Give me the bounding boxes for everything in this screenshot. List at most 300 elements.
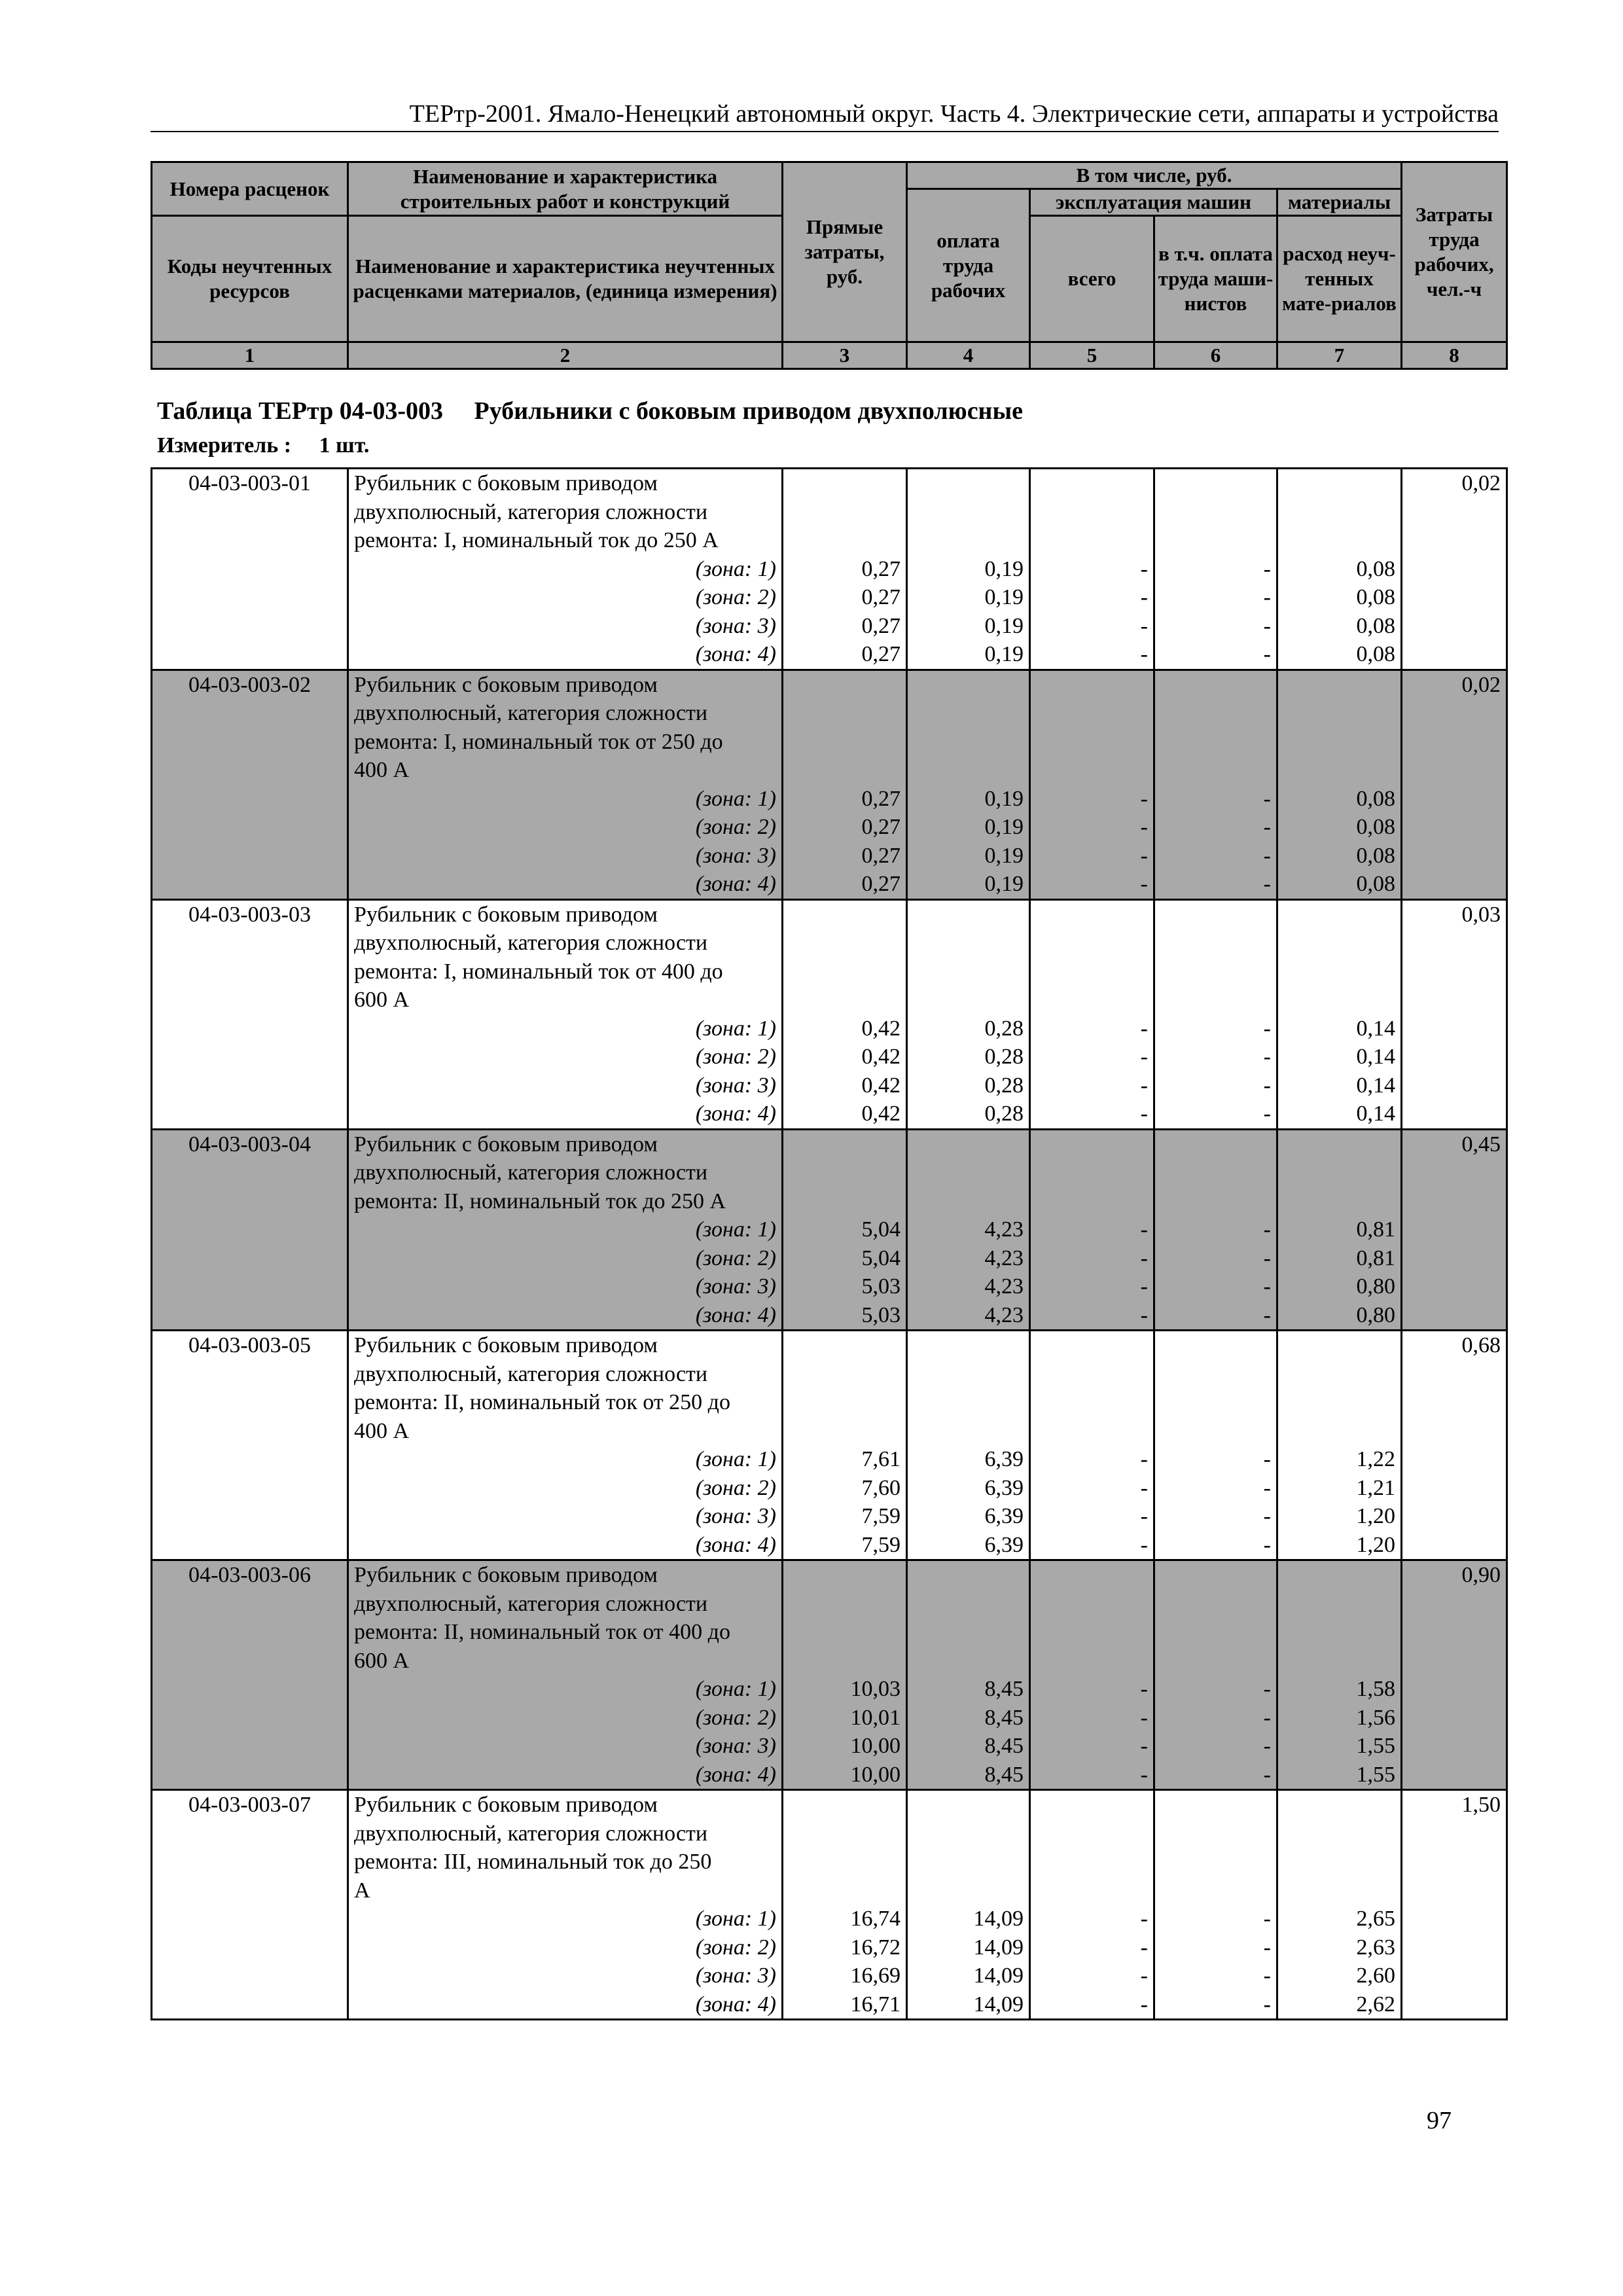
labor-hours: 1,50: [1402, 1790, 1507, 1820]
empty-cell: [1030, 1331, 1154, 1360]
machinist-pay: -: [1154, 1502, 1277, 1531]
table-row: [152, 498, 1507, 527]
machines-total: -: [1030, 813, 1154, 842]
empty-cell: [1402, 555, 1507, 584]
zone-label: (зона: 4): [348, 1761, 783, 1790]
empty-cell: [1402, 1732, 1507, 1761]
labor-hours: 0,45: [1402, 1129, 1507, 1158]
empty-cell: [1277, 1790, 1402, 1820]
empty-cell: [1154, 526, 1277, 555]
worker-pay: 6,39: [907, 1445, 1030, 1474]
direct-costs: 10,00: [783, 1761, 907, 1790]
empty-cell: [1030, 1618, 1154, 1647]
header-machines-total: всего: [1030, 216, 1154, 342]
empty-cell: [907, 1417, 1030, 1446]
zone-row: [152, 1502, 1507, 1531]
header-materials: материалы: [1277, 189, 1402, 216]
zone-label: (зона: 1): [348, 555, 783, 584]
zone-label: (зона: 4): [348, 1100, 783, 1129]
direct-costs: 0,27: [783, 870, 907, 899]
empty-cell: [1402, 1590, 1507, 1619]
worker-pay: 14,09: [907, 1933, 1030, 1962]
empty-cell: [152, 1761, 348, 1790]
zone-row: [152, 1531, 1507, 1560]
empty-cell: [152, 1704, 348, 1732]
column-number: 6: [1154, 342, 1277, 369]
materials-cost: 2,62: [1277, 1990, 1402, 2020]
machines-total: -: [1030, 1272, 1154, 1301]
description-line: ремонта: II, номинальный ток от 250 до: [348, 1388, 783, 1417]
zone-row: [152, 842, 1507, 870]
empty-cell: [152, 1531, 348, 1560]
empty-cell: [1154, 1417, 1277, 1446]
empty-cell: [1154, 498, 1277, 527]
machines-total: -: [1030, 1990, 1154, 2020]
empty-cell: [907, 1187, 1030, 1216]
empty-cell: [152, 526, 348, 555]
empty-cell: [783, 1331, 907, 1360]
empty-cell: [152, 1043, 348, 1071]
worker-pay: 0,19: [907, 612, 1030, 641]
direct-costs: 16,69: [783, 1962, 907, 1990]
zone-row: [152, 1732, 1507, 1761]
empty-cell: [1154, 1820, 1277, 1848]
empty-cell: [1030, 958, 1154, 986]
worker-pay: 0,28: [907, 1043, 1030, 1071]
empty-cell: [1277, 899, 1402, 929]
empty-cell: [1277, 1331, 1402, 1360]
zone-label: (зона: 1): [348, 785, 783, 814]
empty-cell: [1030, 1388, 1154, 1417]
zone-label: (зона: 2): [348, 1244, 783, 1273]
empty-cell: [1402, 1990, 1507, 2020]
direct-costs: 10,01: [783, 1704, 907, 1732]
rate-code: 04-03-003-01: [152, 469, 348, 498]
zone-row: [152, 1272, 1507, 1301]
empty-cell: [1402, 1820, 1507, 1848]
empty-cell: [1277, 728, 1402, 757]
empty-cell: [907, 1876, 1030, 1905]
empty-cell: [1277, 756, 1402, 785]
empty-cell: [907, 1647, 1030, 1676]
machines-total: -: [1030, 555, 1154, 584]
empty-cell: [907, 728, 1030, 757]
machinist-pay: -: [1154, 555, 1277, 584]
rate-code: 04-03-003-04: [152, 1129, 348, 1158]
empty-cell: [152, 870, 348, 899]
empty-cell: [1154, 1590, 1277, 1619]
table-row: [152, 1647, 1507, 1676]
direct-costs: 10,03: [783, 1675, 907, 1704]
empty-cell: [907, 469, 1030, 498]
machinist-pay: -: [1154, 1071, 1277, 1100]
direct-costs: 0,27: [783, 583, 907, 612]
empty-cell: [907, 1360, 1030, 1389]
empty-cell: [152, 1474, 348, 1503]
worker-pay: 14,09: [907, 1905, 1030, 1933]
description-line: двухполюсный, категория сложности: [348, 929, 783, 958]
column-number-row: [152, 342, 1507, 369]
worker-pay: 4,23: [907, 1244, 1030, 1273]
empty-cell: [1402, 1474, 1507, 1503]
empty-cell: [1030, 1187, 1154, 1216]
direct-costs: 7,60: [783, 1474, 907, 1503]
empty-cell: [1277, 670, 1402, 699]
empty-cell: [1402, 728, 1507, 757]
machinist-pay: -: [1154, 1704, 1277, 1732]
empty-cell: [783, 1848, 907, 1876]
empty-cell: [1154, 899, 1277, 929]
empty-cell: [1277, 526, 1402, 555]
header-labor-costs: Затраты труда рабочих, чел.-ч: [1402, 162, 1507, 342]
empty-cell: [1277, 469, 1402, 498]
empty-cell: [1402, 1158, 1507, 1187]
materials-cost: 0,08: [1277, 640, 1402, 670]
materials-cost: 0,14: [1277, 1014, 1402, 1043]
empty-cell: [1030, 498, 1154, 527]
empty-cell: [783, 1590, 907, 1619]
worker-pay: 0,19: [907, 813, 1030, 842]
machines-total: -: [1030, 785, 1154, 814]
empty-cell: [1277, 1187, 1402, 1216]
empty-cell: [783, 929, 907, 958]
empty-cell: [152, 640, 348, 670]
machinist-pay: -: [1154, 813, 1277, 842]
empty-cell: [152, 1962, 348, 1990]
machinist-pay: -: [1154, 1933, 1277, 1962]
materials-cost: 1,20: [1277, 1502, 1402, 1531]
materials-cost: 0,08: [1277, 612, 1402, 641]
zone-row: [152, 1761, 1507, 1790]
table-row: [152, 756, 1507, 785]
empty-cell: [783, 1820, 907, 1848]
empty-cell: [1402, 1761, 1507, 1790]
empty-cell: [1402, 1071, 1507, 1100]
materials-cost: 1,21: [1277, 1474, 1402, 1503]
materials-cost: 0,08: [1277, 555, 1402, 584]
machinist-pay: -: [1154, 1014, 1277, 1043]
description-line: ремонта: III, номинальный ток до 250: [348, 1848, 783, 1876]
direct-costs: 0,27: [783, 555, 907, 584]
rate-code: 04-03-003-03: [152, 899, 348, 929]
zone-label: (зона: 4): [348, 1990, 783, 2020]
zone-label: (зона: 1): [348, 1215, 783, 1244]
table-row: [152, 469, 1507, 498]
empty-cell: [1402, 583, 1507, 612]
direct-costs: 16,72: [783, 1933, 907, 1962]
machines-total: -: [1030, 1675, 1154, 1704]
direct-costs: 16,71: [783, 1990, 907, 2020]
zone-label: (зона: 1): [348, 1905, 783, 1933]
worker-pay: 6,39: [907, 1531, 1030, 1560]
empty-cell: [783, 699, 907, 728]
empty-cell: [1402, 1531, 1507, 1560]
empty-cell: [1277, 929, 1402, 958]
direct-costs: 0,42: [783, 1100, 907, 1129]
empty-cell: [1402, 1100, 1507, 1129]
empty-cell: [1030, 1820, 1154, 1848]
direct-costs: 0,42: [783, 1014, 907, 1043]
empty-cell: [152, 1272, 348, 1301]
empty-cell: [152, 1820, 348, 1848]
description-line: Рубильник с боковым приводом: [348, 1560, 783, 1590]
zone-row: [152, 1905, 1507, 1933]
empty-cell: [1277, 498, 1402, 527]
machinist-pay: -: [1154, 1474, 1277, 1503]
materials-cost: 0,80: [1277, 1272, 1402, 1301]
direct-costs: 5,04: [783, 1244, 907, 1273]
header-machine-operation: эксплуатация машин: [1030, 189, 1277, 216]
zone-row: [152, 813, 1507, 842]
empty-cell: [1154, 1848, 1277, 1876]
machinist-pay: -: [1154, 1301, 1277, 1331]
zone-row: [152, 1100, 1507, 1129]
machinist-pay: -: [1154, 870, 1277, 899]
worker-pay: 14,09: [907, 1990, 1030, 2020]
machines-total: -: [1030, 1014, 1154, 1043]
zone-row: [152, 1704, 1507, 1732]
table-row: [152, 1360, 1507, 1389]
column-header-table: [151, 161, 1508, 370]
zone-row: [152, 555, 1507, 584]
empty-cell: [1402, 1618, 1507, 1647]
empty-cell: [1277, 1158, 1402, 1187]
materials-cost: 0,08: [1277, 813, 1402, 842]
zone-row: [152, 1014, 1507, 1043]
machines-total: -: [1030, 1071, 1154, 1100]
direct-costs: 7,59: [783, 1531, 907, 1560]
machines-total: -: [1030, 1244, 1154, 1273]
empty-cell: [152, 1445, 348, 1474]
table-row: [152, 958, 1507, 986]
machinist-pay: -: [1154, 1732, 1277, 1761]
description-line: ремонта: II, номинальный ток от 400 до: [348, 1618, 783, 1647]
rates-table: [151, 467, 1508, 2020]
direct-costs: 0,27: [783, 813, 907, 842]
empty-cell: [1154, 469, 1277, 498]
empty-cell: [1154, 728, 1277, 757]
empty-cell: [1402, 1502, 1507, 1531]
empty-cell: [152, 785, 348, 814]
empty-cell: [1402, 1445, 1507, 1474]
empty-cell: [152, 1933, 348, 1962]
direct-costs: 0,27: [783, 640, 907, 670]
machinist-pay: -: [1154, 1100, 1277, 1129]
empty-cell: [783, 756, 907, 785]
materials-cost: 1,20: [1277, 1531, 1402, 1560]
machinist-pay: -: [1154, 583, 1277, 612]
empty-cell: [907, 1158, 1030, 1187]
empty-cell: [1402, 1647, 1507, 1676]
empty-cell: [1030, 469, 1154, 498]
table-row: [152, 1790, 1507, 1820]
empty-cell: [907, 1618, 1030, 1647]
description-line: Рубильник с боковым приводом: [348, 1790, 783, 1820]
worker-pay: 4,23: [907, 1272, 1030, 1301]
column-number: 8: [1402, 342, 1507, 369]
empty-cell: [152, 1732, 348, 1761]
machines-total: -: [1030, 1215, 1154, 1244]
empty-cell: [1277, 1417, 1402, 1446]
empty-cell: [1030, 1790, 1154, 1820]
worker-pay: 0,19: [907, 555, 1030, 584]
empty-cell: [783, 1647, 907, 1676]
empty-cell: [907, 899, 1030, 929]
table-row: [152, 699, 1507, 728]
description-line: двухполюсный, категория сложности: [348, 1590, 783, 1619]
machinist-pay: -: [1154, 1990, 1277, 2020]
empty-cell: [152, 1990, 348, 2020]
empty-cell: [1030, 728, 1154, 757]
empty-cell: [1154, 756, 1277, 785]
worker-pay: 0,28: [907, 1071, 1030, 1100]
empty-cell: [1030, 1417, 1154, 1446]
empty-cell: [1154, 929, 1277, 958]
empty-cell: [1030, 899, 1154, 929]
empty-cell: [152, 1360, 348, 1389]
zone-label: (зона: 4): [348, 1531, 783, 1560]
empty-cell: [1402, 1272, 1507, 1301]
empty-cell: [783, 526, 907, 555]
running-header: ТЕРтр-2001. Ямало-Ненецкий автономный округ. Часть 4. Электрические сети, аппараты и устройства: [151, 98, 1499, 132]
zone-label: (зона: 1): [348, 1014, 783, 1043]
description-line: ремонта: II, номинальный ток до 250 А: [348, 1187, 783, 1216]
empty-cell: [1402, 1388, 1507, 1417]
zone-label: (зона: 3): [348, 1272, 783, 1301]
direct-costs: 5,03: [783, 1301, 907, 1331]
machinist-pay: -: [1154, 1445, 1277, 1474]
worker-pay: 0,19: [907, 583, 1030, 612]
empty-cell: [152, 1244, 348, 1273]
empty-cell: [152, 1675, 348, 1704]
empty-cell: [783, 1876, 907, 1905]
empty-cell: [907, 1820, 1030, 1848]
zone-label: (зона: 4): [348, 870, 783, 899]
machinist-pay: -: [1154, 842, 1277, 870]
zone-row: [152, 1043, 1507, 1071]
zone-row: [152, 1474, 1507, 1503]
empty-cell: [1402, 1244, 1507, 1273]
labor-hours: 0,02: [1402, 670, 1507, 699]
empty-cell: [907, 1848, 1030, 1876]
labor-hours: 0,90: [1402, 1560, 1507, 1590]
zone-label: (зона: 4): [348, 1301, 783, 1331]
empty-cell: [152, 1158, 348, 1187]
worker-pay: 8,45: [907, 1675, 1030, 1704]
description-line: 400 А: [348, 1417, 783, 1446]
empty-cell: [907, 1590, 1030, 1619]
worker-pay: 6,39: [907, 1502, 1030, 1531]
table-row: [152, 1331, 1507, 1360]
zone-row: [152, 1933, 1507, 1962]
empty-cell: [1154, 1876, 1277, 1905]
empty-cell: [783, 1388, 907, 1417]
empty-cell: [1402, 1360, 1507, 1389]
empty-cell: [1154, 1790, 1277, 1820]
empty-cell: [152, 1417, 348, 1446]
empty-cell: [907, 986, 1030, 1014]
description-line: 600 А: [348, 1647, 783, 1676]
materials-cost: 1,22: [1277, 1445, 1402, 1474]
empty-cell: [783, 670, 907, 699]
zone-row: [152, 1962, 1507, 1990]
empty-cell: [1402, 1962, 1507, 1990]
materials-cost: 0,80: [1277, 1301, 1402, 1331]
materials-cost: 0,08: [1277, 842, 1402, 870]
description-line: двухполюсный, категория сложности: [348, 498, 783, 527]
column-number: 2: [348, 342, 783, 369]
empty-cell: [1277, 986, 1402, 1014]
empty-cell: [152, 699, 348, 728]
table-row: [152, 1618, 1507, 1647]
empty-cell: [1402, 1704, 1507, 1732]
empty-cell: [1277, 1560, 1402, 1590]
machines-total: -: [1030, 1732, 1154, 1761]
zone-row: [152, 1675, 1507, 1704]
materials-cost: 0,81: [1277, 1244, 1402, 1273]
empty-cell: [783, 1360, 907, 1389]
direct-costs: 0,42: [783, 1043, 907, 1071]
empty-cell: [1402, 498, 1507, 527]
header-worker-pay: оплата труда рабочих: [907, 189, 1030, 342]
machines-total: -: [1030, 583, 1154, 612]
machines-total: -: [1030, 1962, 1154, 1990]
empty-cell: [1154, 1647, 1277, 1676]
zone-row: [152, 583, 1507, 612]
empty-cell: [1402, 1933, 1507, 1962]
header-rate-numbers: Номера расценок: [152, 162, 348, 216]
materials-cost: 0,14: [1277, 1071, 1402, 1100]
worker-pay: 4,23: [907, 1301, 1030, 1331]
empty-cell: [1402, 785, 1507, 814]
zone-label: (зона: 1): [348, 1445, 783, 1474]
table-row: [152, 1560, 1507, 1590]
empty-cell: [783, 1158, 907, 1187]
empty-cell: [1402, 813, 1507, 842]
worker-pay: 14,09: [907, 1962, 1030, 1990]
materials-cost: 2,60: [1277, 1962, 1402, 1990]
empty-cell: [783, 728, 907, 757]
zone-label: (зона: 3): [348, 1732, 783, 1761]
empty-cell: [783, 469, 907, 498]
zone-label: (зона: 2): [348, 1704, 783, 1732]
labor-hours: 0,68: [1402, 1331, 1507, 1360]
empty-cell: [152, 1014, 348, 1043]
zone-row: [152, 1445, 1507, 1474]
header-resource-codes: Коды неучтенных ресурсов: [152, 216, 348, 342]
description-line: Рубильник с боковым приводом: [348, 469, 783, 498]
table-row: [152, 1129, 1507, 1158]
empty-cell: [1030, 1129, 1154, 1158]
worker-pay: 6,39: [907, 1474, 1030, 1503]
machinist-pay: -: [1154, 1272, 1277, 1301]
empty-cell: [907, 929, 1030, 958]
empty-cell: [907, 958, 1030, 986]
empty-cell: [1030, 756, 1154, 785]
empty-cell: [152, 498, 348, 527]
materials-cost: 1,56: [1277, 1704, 1402, 1732]
description-line: 600 А: [348, 986, 783, 1014]
machinist-pay: -: [1154, 1962, 1277, 1990]
empty-cell: [1154, 1618, 1277, 1647]
empty-cell: [1030, 670, 1154, 699]
empty-cell: [152, 1848, 348, 1876]
machinist-pay: -: [1154, 785, 1277, 814]
machines-total: -: [1030, 1301, 1154, 1331]
worker-pay: 0,19: [907, 640, 1030, 670]
worker-pay: 8,45: [907, 1761, 1030, 1790]
rate-code: 04-03-003-06: [152, 1560, 348, 1590]
